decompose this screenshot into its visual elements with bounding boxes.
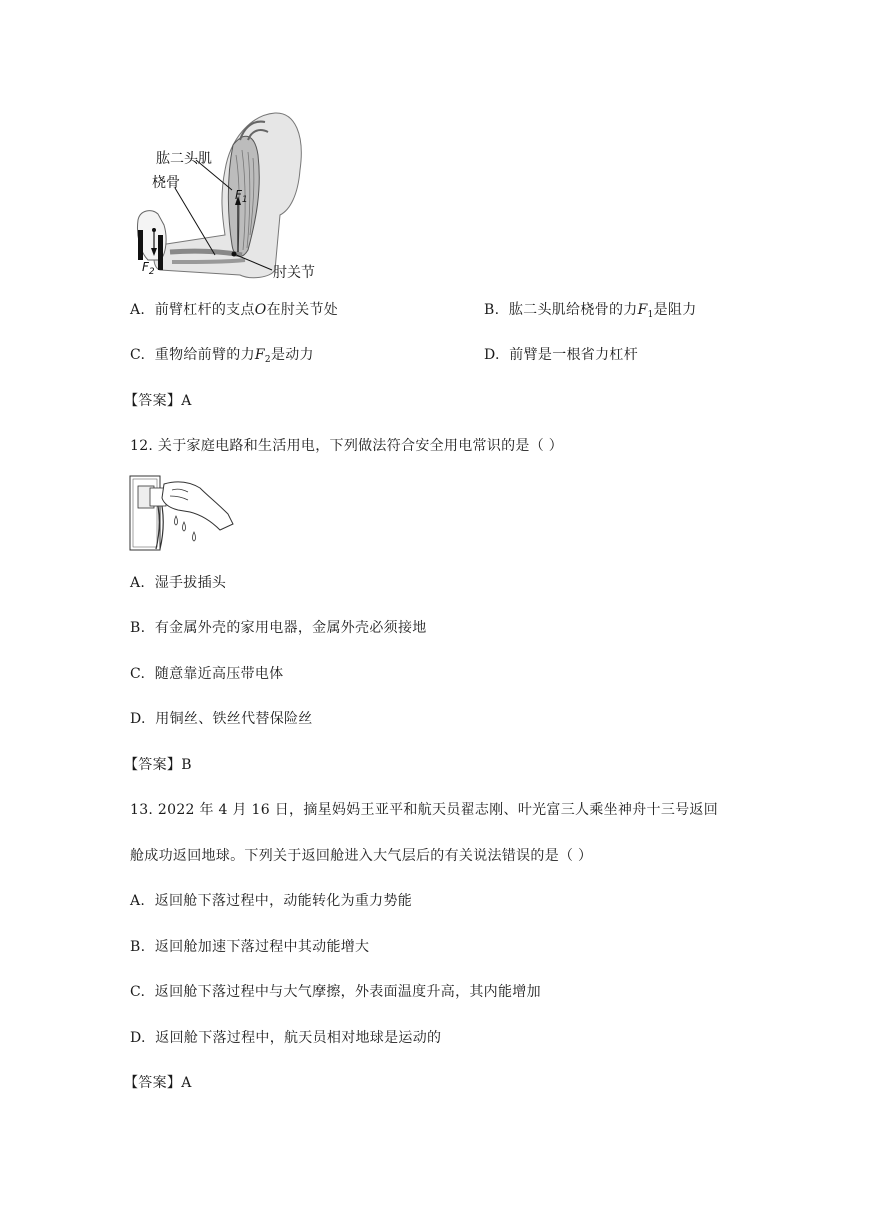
label-elbow: 肘关节 — [273, 265, 315, 281]
q12-answer: 【答案】B — [124, 757, 192, 773]
q13-stem-line1: 13. 2022 年 4 月 16 日，摘星妈妈王亚平和航天员翟志刚、叶光富三人乘坐神舟十三号返回 — [130, 802, 719, 818]
label-f2: $F_2$ — [142, 260, 155, 277]
q11-answer: 【答案】A — [124, 393, 192, 409]
q12-option-a: A. 湿手拔插头 — [130, 575, 227, 591]
q13-option-c: C. 返回舱下落过程中与大气摩擦，外表面温度升高，其内能增加 — [130, 984, 541, 1000]
q12-option-d: D. 用铜丝、铁丝代替保险丝 — [130, 711, 313, 727]
q13-option-d: D. 返回舱下落过程中，航天员相对地球是运动的 — [130, 1030, 442, 1046]
q12-stem: 12. 关于家庭电路和生活用电，下列做法符合安全用电常识的是（ ） — [130, 438, 564, 454]
q12-option-b: B. 有金属外壳的家用电器，金属外壳必须接地 — [130, 620, 427, 636]
label-biceps: 肱二头肌 — [156, 151, 212, 167]
q13-stem-line2: 舱成功返回地球。下列关于返回舱进入大气层后的有关说法错误的是（ ） — [130, 848, 593, 864]
q11-option-b: B. 肱二头肌给桡骨的力$F_1$是阻力 — [484, 302, 697, 320]
label-radius: 桡骨 — [152, 175, 180, 191]
q11-option-c: C. 重物给前臂的力$F_2$是动力 — [130, 347, 314, 365]
arm-lever-figure — [130, 110, 360, 285]
q13-option-b: B. 返回舱加速下落过程中其动能增大 — [130, 939, 370, 955]
q13-answer: 【答案】A — [124, 1075, 192, 1091]
q13-option-a: A. 返回舱下落过程中，动能转化为重力势能 — [130, 893, 413, 909]
q11-option-d: D. 前臂是一根省力杠杆 — [484, 347, 638, 363]
wet-hand-plug-figure — [128, 474, 238, 554]
q11-option-a: A. 前臂杠杆的支点O在肘关节处 — [130, 302, 339, 318]
wet-hand-plug-drawing — [128, 474, 238, 554]
q12-option-c: C. 随意靠近高压带电体 — [130, 666, 284, 682]
label-f1: $F_1$ — [235, 188, 248, 205]
